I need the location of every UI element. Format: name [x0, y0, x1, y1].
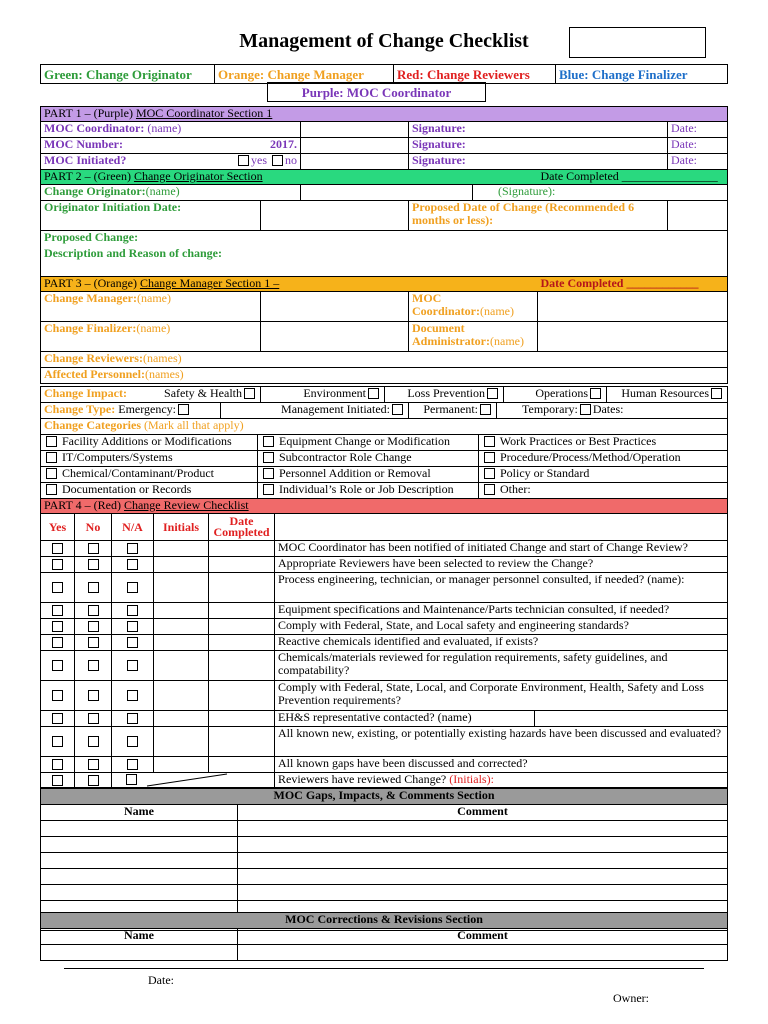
na-checkbox[interactable]	[127, 713, 138, 724]
checklist-row	[41, 573, 728, 603]
yes-checkbox[interactable]	[52, 543, 63, 554]
cat-procedure-checkbox[interactable]	[484, 452, 495, 463]
na-checkbox[interactable]	[127, 660, 138, 671]
checklist-item: Equipment specifications and Maintenance/Parts technician consulted, if needed?	[275, 603, 728, 619]
checklist-row	[41, 727, 728, 757]
no-checkbox[interactable]	[88, 775, 99, 786]
proposed-date-of-change[interactable]: Proposed Date of Change (Recommended 6 months or less):	[409, 201, 668, 231]
na-checkbox[interactable]	[127, 621, 138, 632]
na-checkbox[interactable]	[127, 637, 138, 648]
moc-number-field[interactable]: MOC Number: 2017.	[41, 138, 301, 154]
part1-header: PART 1 – (Purple) MOC Coordinator Section 1	[41, 107, 728, 122]
col-date-completed: Date Completed	[209, 514, 275, 541]
checklist-item: Chemicals/materials reviewed for regulation requirements, safety guidelines, and compatability?	[275, 651, 728, 681]
checklist-row	[41, 619, 728, 635]
gaps-row[interactable]	[41, 837, 728, 853]
part1-date-2[interactable]: Date:	[668, 138, 728, 154]
cat-chemical-checkbox[interactable]	[46, 468, 57, 479]
change-finalizer-field[interactable]: Change Finalizer:(name)	[41, 322, 261, 352]
change-categories: Change Categories (Mark all that apply) Facility Additions or Modifications Equipment Change or Modification Work Practices or Best Practices IT/Computers/Systems Subcontractor Role Change Procedure/Process/Method/Operation Chemical/Contaminant/Product Personnel Addition or Removal Policy or Standard Documentation or Records Individual’s Role or Job Description Other:	[40, 418, 728, 499]
col-no: No	[75, 514, 112, 541]
checklist-row	[41, 773, 728, 788]
gaps-title: MOC Gaps, Impacts, & Comments Section	[41, 789, 728, 805]
change-manager-field[interactable]: Change Manager:(name)	[41, 292, 261, 322]
part2-date-completed[interactable]: Date Completed ________________	[538, 170, 728, 185]
checklist-row	[41, 681, 728, 711]
gaps-row[interactable]	[41, 885, 728, 901]
yes-checkbox[interactable]	[52, 582, 63, 593]
corrections-comment-col: Comment	[238, 929, 728, 945]
no-checkbox[interactable]	[88, 637, 99, 648]
gaps-section	[40, 788, 728, 931]
part1-date-3[interactable]: Date:	[668, 154, 728, 170]
no-checkbox[interactable]	[88, 759, 99, 770]
cat-equipment-checkbox[interactable]	[263, 436, 274, 447]
corrections-section	[40, 912, 728, 961]
type-management-checkbox[interactable]	[392, 404, 403, 415]
part3-header: PART 3 – (Orange) Change Manager Section 1 –	[41, 277, 538, 292]
no-checkbox[interactable]	[88, 582, 99, 593]
part1-signature-1[interactable]: Signature:	[409, 122, 668, 138]
no-checkbox[interactable]	[88, 660, 99, 671]
cat-policy-checkbox[interactable]	[484, 468, 495, 479]
checklist-item: All known new, existing, or potentially existing hazards have been discussed and evaluated?	[275, 727, 728, 757]
cat-it-checkbox[interactable]	[46, 452, 57, 463]
yes-checkbox[interactable]	[52, 713, 63, 724]
checklist-item: Comply with Federal, State, Local, and Corporate Environment, Health, Safety and Loss Prevention requirements?	[275, 681, 728, 711]
part1-date-1[interactable]: Date:	[668, 122, 728, 138]
checklist-item: EH&S representative contacted? (name)	[275, 711, 535, 727]
change-impact-row: Change Impact: Safety & Health Environment Loss Prevention Operations Human Resources	[40, 386, 728, 403]
yes-checkbox[interactable]	[52, 621, 63, 632]
footer-owner[interactable]: Owner:	[613, 991, 649, 1005]
yes-checkbox[interactable]	[52, 736, 63, 747]
checklist-row	[41, 541, 728, 557]
no-checkbox[interactable]	[88, 559, 99, 570]
moc-initiated-field: MOC Initiated? yes no	[41, 154, 301, 170]
impact-safety-checkbox[interactable]	[244, 388, 255, 399]
impact-operations-checkbox[interactable]	[590, 388, 601, 399]
gaps-row[interactable]	[41, 853, 728, 869]
impact-loss-prevention-checkbox[interactable]	[487, 388, 498, 399]
checklist-item: MOC Coordinator has been notified of initiated Change and start of Change Review?	[275, 541, 728, 557]
checklist-item: Process engineering, technician, or manager personnel consulted, if needed? (name):	[275, 573, 728, 603]
yes-checkbox[interactable]	[52, 637, 63, 648]
no-checkbox[interactable]	[88, 713, 99, 724]
initiated-no-checkbox[interactable]	[272, 155, 283, 166]
document-administrator[interactable]: Document Administrator:(name)	[409, 322, 538, 352]
legend-blue: Blue: Change Finalizer	[556, 65, 728, 84]
no-checkbox[interactable]	[88, 621, 99, 632]
part1-signature-3[interactable]: Signature:	[409, 154, 668, 170]
legend-orange: Orange: Change Manager	[215, 65, 394, 84]
na-checkbox[interactable]	[127, 543, 138, 554]
legend-red: Red: Change Reviewers	[394, 65, 556, 84]
yes-checkbox[interactable]	[52, 759, 63, 770]
categories-label: Change Categories (Mark all that apply)	[41, 419, 728, 435]
na-checkbox[interactable]	[127, 605, 138, 616]
gaps-row[interactable]	[41, 869, 728, 885]
checklist-row	[41, 603, 728, 619]
col-initials: Initials	[154, 514, 209, 541]
part4-header: PART 4 – (Red) Change Review Checklist	[41, 499, 728, 514]
yes-checkbox[interactable]	[52, 605, 63, 616]
col-yes: Yes	[41, 514, 75, 541]
document-id-box	[569, 27, 706, 58]
corrections-name-col: Name	[41, 929, 238, 945]
cat-subcontractor-checkbox[interactable]	[263, 452, 274, 463]
affected-personnel-field[interactable]: Affected Personnel:(names)	[41, 368, 728, 384]
yes-checkbox[interactable]	[52, 690, 63, 701]
cat-role-checkbox[interactable]	[263, 484, 274, 495]
no-checkbox[interactable]	[88, 736, 99, 747]
moc-coordinator-name[interactable]: MOC Coordinator:(name)	[409, 292, 538, 322]
type-permanent-checkbox[interactable]	[480, 404, 491, 415]
gaps-name-col: Name	[41, 805, 238, 821]
role-legend	[40, 64, 728, 84]
originator-signature[interactable]: (Signature):	[473, 185, 728, 201]
part2-header: PART 2 – (Green) Change Originator Section	[41, 170, 538, 185]
corrections-row[interactable]	[41, 945, 728, 961]
col-na: N/A	[112, 514, 154, 541]
checklist-item: Appropriate Reviewers have been selected to review the Change?	[275, 557, 728, 573]
na-checkbox[interactable]	[127, 736, 138, 747]
initiated-yes-checkbox[interactable]	[238, 155, 249, 166]
type-emergency-checkbox[interactable]	[178, 404, 189, 415]
yes-checkbox[interactable]	[52, 775, 63, 786]
part3-date-completed[interactable]: Date Completed ____________	[538, 277, 728, 292]
cat-documentation-checkbox[interactable]	[46, 484, 57, 495]
na-checkbox[interactable]	[127, 582, 138, 593]
checklist-item: Reactive chemicals identified and evaluated, if exists?	[275, 635, 728, 651]
checklist-row	[41, 651, 728, 681]
cat-facility-checkbox[interactable]	[46, 436, 57, 447]
change-originator-field[interactable]: Change Originator:(name)	[41, 185, 301, 201]
checklist-item: Comply with Federal, State, and Local safety and engineering standards?	[275, 619, 728, 635]
impact-human-resources-checkbox[interactable]	[711, 388, 722, 399]
no-checkbox[interactable]	[88, 690, 99, 701]
na-checkbox[interactable]	[127, 690, 138, 701]
legend-green: Green: Change Originator	[41, 65, 215, 84]
moc-coordinator-field[interactable]: MOC Coordinator: (name)	[41, 122, 301, 138]
cat-personnel-checkbox[interactable]	[263, 468, 274, 479]
gaps-comment-col: Comment	[238, 805, 728, 821]
na-checkbox[interactable]	[127, 559, 138, 570]
footer-divider	[64, 968, 704, 969]
impact-environment-checkbox[interactable]	[368, 388, 379, 399]
review-checklist	[40, 498, 728, 788]
cat-other-checkbox[interactable]	[484, 484, 495, 495]
checklist-row	[41, 635, 728, 651]
corrections-title: MOC Corrections & Revisions Section	[41, 913, 728, 929]
checklist-row	[41, 557, 728, 573]
legend-purple: Purple: MOC Coordinator	[268, 83, 486, 102]
part1-signature-2[interactable]: Signature:	[409, 138, 668, 154]
checklist-item: All known gaps have been discussed and corrected?	[275, 757, 728, 773]
description-field[interactable]: Description and Reason of change:	[41, 247, 728, 277]
checklist-row	[41, 757, 728, 773]
no-checkbox[interactable]	[88, 605, 99, 616]
checklist-row	[41, 711, 728, 727]
gaps-row[interactable]	[41, 821, 728, 837]
checklist-item: Reviewers have reviewed Change? (Initials):	[275, 773, 728, 788]
ehs-representative-name[interactable]	[535, 711, 728, 727]
change-reviewers-field[interactable]: Change Reviewers:(names)	[41, 352, 728, 368]
strike-line	[112, 773, 275, 787]
no-checkbox[interactable]	[88, 543, 99, 554]
moc-form-table	[40, 106, 728, 384]
yes-checkbox[interactable]	[52, 559, 63, 570]
proposed-change-field[interactable]: Proposed Change:	[41, 231, 728, 247]
na-initials-date-struck	[112, 773, 275, 788]
cat-work-practices-checkbox[interactable]	[484, 436, 495, 447]
change-type-row: Change Type: Emergency: Management Initiated: Permanent: Temporary: Dates:	[40, 402, 728, 419]
page-title: Management of Change Checklist	[239, 30, 529, 52]
yes-checkbox[interactable]	[52, 660, 63, 671]
footer-date[interactable]: Date:	[148, 973, 174, 987]
na-checkbox[interactable]	[127, 759, 138, 770]
originator-initiation-date[interactable]: Originator Initiation Date:	[41, 201, 261, 231]
type-temporary-checkbox[interactable]	[580, 404, 591, 415]
